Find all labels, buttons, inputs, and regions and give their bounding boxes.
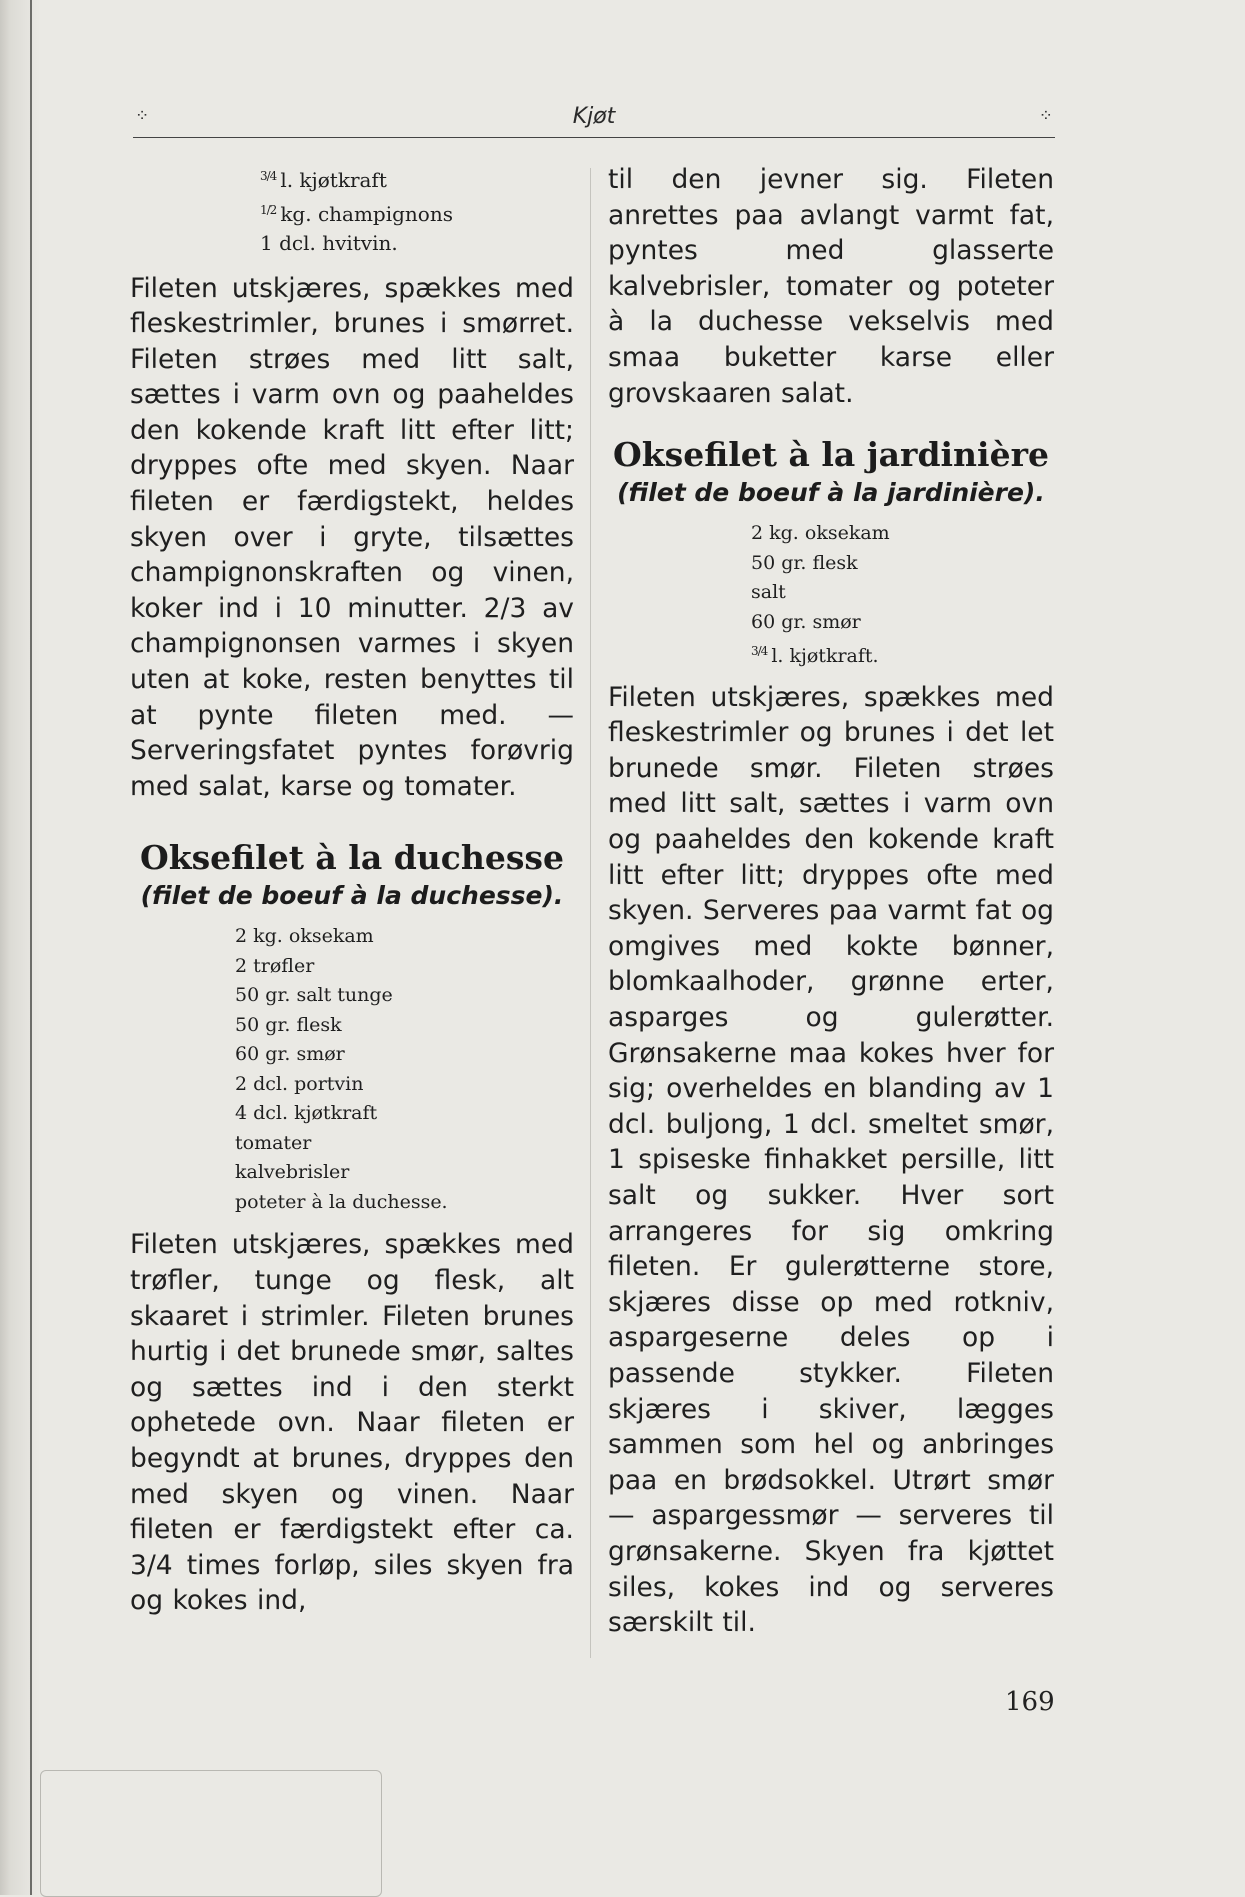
ingredient-list-1 <box>260 162 574 259</box>
ingredient-item: 50 gr. flesk <box>235 1013 342 1036</box>
recipe3-ingredient-list <box>751 519 1054 672</box>
ingredient-item: kalvebrisler <box>235 1161 350 1184</box>
column-divider <box>590 168 591 1658</box>
ingredient-item: 60 gr. smør <box>751 610 861 633</box>
running-header-title: Kjøt <box>572 104 616 129</box>
page-tab-mark <box>40 1770 382 1897</box>
ingredient-item: $^{1/2}$ kg. champignons <box>260 201 453 226</box>
ingredient-item: 2 trøfler <box>235 954 315 977</box>
recipe2-ingredient-list <box>235 922 574 1217</box>
ingredient-item: salt <box>751 581 786 604</box>
ingredient-item: 50 gr. flesk <box>751 551 858 574</box>
ingredient-item: 4 dcl. kjøtkraft <box>235 1102 378 1125</box>
ingredient-item: 60 gr. smør <box>235 1043 345 1066</box>
recipe2-instructions: Fileten utskjæres, spækkes med trøfler, tunge og flesk, alt skaaret i strimler. Fileten brunes hurtig i det brunede smør, saltes og sættes ind i den sterkt ophetede ovn. Naar fileten er begyndt at brunes, dryppes den med skyen og vinen. Naar fileten er færdigstekt efter ca. 3/4 times forløp, siles skyen fra og kokes ind, <box>130 1229 574 1617</box>
recipe3-subtitle: (filet de boeuf à la jardinière). <box>617 478 1045 508</box>
recipe2-title: Oksefilet à la duchesse <box>139 838 565 878</box>
recipe2-instructions-continued: til den jevner sig. Fileten anrettes paa avlangt varmt fat, pyntes med glasserte kalvebrisler, tomater og poteter à la duchesse vekselvis med smaa buketter karse eller grovskaaren salat. <box>608 164 1054 409</box>
ingredient-item: poteter à la duchesse. <box>235 1190 448 1213</box>
running-header <box>133 104 1055 134</box>
ingredient-item: tomater <box>235 1131 312 1154</box>
fraction: 3/4 <box>751 644 768 659</box>
fraction: 3/4 <box>260 169 277 183</box>
book-spine-line <box>30 0 32 1895</box>
left-column <box>130 162 574 1619</box>
ingredient-item: $^{3/4}$ l. kjøtkraft <box>260 168 387 192</box>
ingredient-item: 1 dcl. hvitvin. <box>260 231 398 255</box>
ingredient-item: $^{3/4}$ l. kjøtkraft. <box>751 644 879 668</box>
recipe2-subtitle: (filet de boeuf à la duchesse). <box>140 881 564 911</box>
ingredient-item: 2 dcl. portvin <box>235 1072 364 1095</box>
fraction: 1/2 <box>260 202 277 217</box>
ornament-right-icon: ⁘ <box>1038 106 1053 126</box>
ingredient-item: 2 kg. oksekam <box>235 925 374 948</box>
right-column <box>608 162 1054 1641</box>
book-spine-shadow <box>0 0 40 1895</box>
page-number: 169 <box>1005 1687 1055 1717</box>
ingredient-item: 2 kg. oksekam <box>751 522 890 545</box>
recipe3-title: Oksefilet à la jardinière <box>613 435 1049 475</box>
ornament-left-icon: ⁘ <box>135 106 150 126</box>
recipe1-instructions: Fileten utskjæres, spækkes med fleskestrimler, brunes i smørret. Fileten strøes med litt salt, sættes i varm ovn og paaheldes den kokende kraft litt efter litt; dryppes ofte med skyen. Naar fileten er færdigstekt, heldes skyen over i gryte, tilsættes champignonskraften og vinen, koker ind i 10 minutter. 2/3 av champignonsen varmes i skyen uten at koke, resten benyttes til at pynte fileten med. — Serveringsfatet pyntes forøvrig med salat, karse og tomater. <box>130 272 574 802</box>
ingredient-item: 50 gr. salt tunge <box>235 984 393 1007</box>
recipe3-instructions: Fileten utskjæres, spækkes med fleskestrimler og brunes i det let brunede smør. Fileten strøes med litt salt, sættes i varm ovn og paaheldes den kokende kraft litt efter litt; dryppes ofte med skyen. Serveres paa varmt fat og omgives med kokte bønner, blomkaalhoder, grønne erter, asparges og gulerøtter. Grønsakerne maa kokes hver for sig; overheldes en blanding av 1 dcl. buljong, 1 dcl. smeltet smør, 1 spiseske finhakket persille, litt salt og sukker. Hver sort arrangeres for sig omkring fileten. Er gulerøtterne store, skjæres disse op med rotkniv, aspargeserne deles op i passende stykker. Fileten skjæres i skiver, lægges sammen som hel og anbringes paa en brødsokkel. Utrørt smør — aspargessmør — serveres til grønsakerne. Skyen fra kjøttet siles, kokes ind og serveres særskilt til. <box>608 681 1054 1639</box>
header-rule <box>133 137 1055 138</box>
